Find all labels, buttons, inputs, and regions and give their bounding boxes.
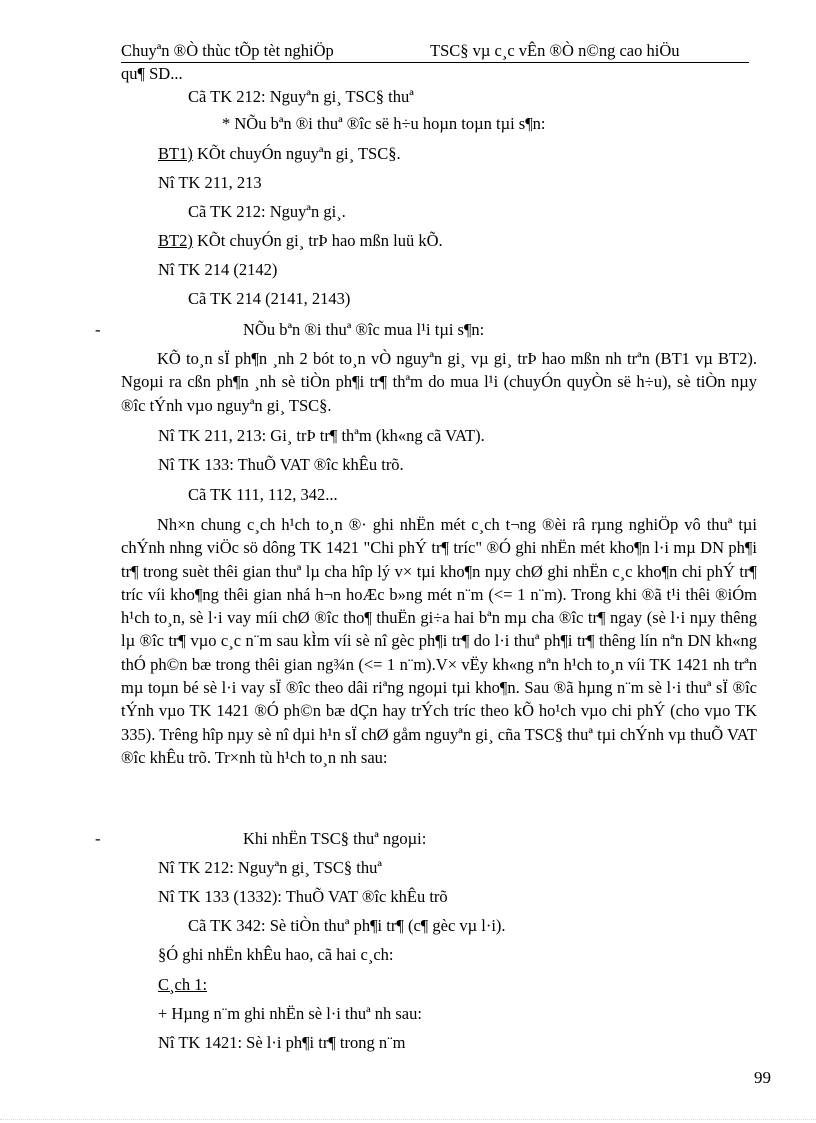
entry-debit-extra: Nî TK 211, 213: Gi¸ trÞ tr¶ thªm (kh«ng cã VAT). bbox=[158, 426, 485, 445]
entry-bt2 bbox=[158, 230, 443, 252]
paragraph-analysis: Nh×n chung c¸ch h¹ch to¸n ®· ghi nhËn mét c¸ch t¬ng ®èi râ rµng nghiÖp vô thuª tµi chÝnh nhng viÖc sö dông TK 1421 "Chi phÝ tr¶ tríc" ®Ó ghi nhËn mét kho¶n l·i mµ DN ph¶i tr¶ trong suèt thêi gian thuª lµ cha hîp lý v× tµi kho¶n nµy chØ ghi nhËn c¸c kho¶n chi phÝ tr¶ tríc víi kho¶ng thêi gian nhá h¬n hoÆc b»ng mét n¨m (<= 1 n¨m). Trong khi ®ã t¹i thêi ®iÓm h¹ch to¸n, sè l·i vay míi chØ ®îc tho¶ thuËn gi÷a hai bªn mµ cha ®îc tr¶ ngay (sè l·i nµy thêng lµ ®îc tr¶ vµo c¸c n¨m sau kÌm víi sè nî gèc ph¶i tr¶ do l·i thuª ph¶i tr¶ thêng lín nªn DN kh«ng thÓ ph©n bæ trong thêi gian ng¾n (<= 1 n¨m).V× vËy kh«ng nªn h¹ch to¸n víi TK 1421 nh trªn mµ toµn bé sè l·i vay sÏ ®îc theo dâi riªng ngoµi tµi kho¶n. Sau ®ã hµng n¨m sè l·i thuª sÏ ®îc tÝnh vµo TK 1421 ®Ó ph©n bæ dÇn hay trÝch tríc theo kÕ ho¹ch vµo chi phÝ (cho vµo TK 335). Trêng hîp nµy sè nî dµi h¹n sÏ chØ gåm nguyªn gi¸ cña TSC§ thuª tµi chÝnh vµ thuÕ VAT ®îc khÊu trõ. Tr×nh tù h¹ch to¸n nh sau: bbox=[121, 515, 757, 767]
case-receive-lease: Khi nhËn TSC§ thuª ngoµi: bbox=[243, 829, 427, 848]
entry-debit-1421: Nî TK 1421: Sè l·i ph¶i tr¶ trong n¨m bbox=[158, 1033, 406, 1052]
case-repurchase: NÕu bªn ®i thuª ®îc mua l¹i tµi s¶n: bbox=[243, 320, 485, 339]
bt1-label: BT1) bbox=[158, 144, 193, 163]
entry-debit-1332: Nî TK 133 (1332): ThuÕ VAT ®îc khÊu trõ bbox=[158, 887, 448, 906]
method-1-heading: C¸ch 1: bbox=[158, 975, 208, 994]
depreciation-intro: §Ó ghi nhËn khÊu hao, cã hai c¸ch: bbox=[158, 945, 394, 964]
bullet-dash: - bbox=[95, 829, 101, 848]
entry-debit-211-213: Nî TK 211, 213 bbox=[158, 173, 262, 192]
header-continuation: qu¶ SD... bbox=[121, 64, 183, 83]
bullet-dash: - bbox=[95, 320, 101, 339]
header-left-title: Chuyªn ®Ò thùc tÕp tèt nghiÖp bbox=[121, 41, 334, 60]
bt2-text: KÕt chuyÓn gi¸ trÞ hao mßn luü kÕ. bbox=[192, 231, 443, 250]
bt2-label: BT2) bbox=[158, 231, 193, 250]
case-ownership: * NÕu bªn ®i thuª ®îc së h÷u hoµn toµn tµi s¶n: bbox=[222, 114, 546, 133]
entry-credit-214: Cã TK 214 (2141, 2143) bbox=[188, 289, 351, 308]
entry-credit-111: Cã TK 111, 112, 342... bbox=[188, 485, 338, 504]
running-header bbox=[121, 40, 749, 63]
entry-credit-342: Cã TK 342: Sè tiÒn thuª ph¶i tr¶ (c¶ gèc vµ l·i). bbox=[188, 916, 506, 935]
entry-bt1 bbox=[158, 143, 401, 165]
entry-debit-133: Nî TK 133: ThuÕ VAT ®îc khÊu trõ. bbox=[158, 455, 404, 474]
header-right-title: TSC§ vµ c¸c vÊn ®Ò n©ng cao hiÖu bbox=[430, 41, 680, 60]
entry-debit-212: Nî TK 212: Nguyªn gi¸ TSC§ thuª bbox=[158, 858, 382, 877]
bt1-text: KÕt chuyÓn nguyªn gi¸ TSC§. bbox=[192, 144, 401, 163]
page-number: 99 bbox=[754, 1068, 771, 1087]
entry-credit-212-cost: Cã TK 212: Nguyªn gi¸. bbox=[188, 202, 346, 221]
footer-divider bbox=[0, 1119, 816, 1120]
method-1-step: + Hµng n¨m ghi nhËn sè l·i thuª nh sau: bbox=[158, 1004, 422, 1023]
entry-debit-214: Nî TK 214 (2142) bbox=[158, 260, 278, 279]
paragraph-repurchase: KÕ to¸n sÏ ph¶n ¸nh 2 bót to¸n vÒ nguyªn gi¸ vµ gi¸ trÞ hao mßn nh trªn (BT1 vµ BT2). Ngoµi ra cßn ph¶n ¸nh sè tiÒn ph¶i tr¶ thªm do mua l¹i (chuyÓn quyÒn së h÷u), sè tiÒn nµy ®îc tÝnh vµo nguyªn gi¸ TSC§. bbox=[121, 349, 757, 415]
entry-credit-212: Cã TK 212: Nguyªn gi¸ TSC§ thuª bbox=[188, 87, 414, 106]
